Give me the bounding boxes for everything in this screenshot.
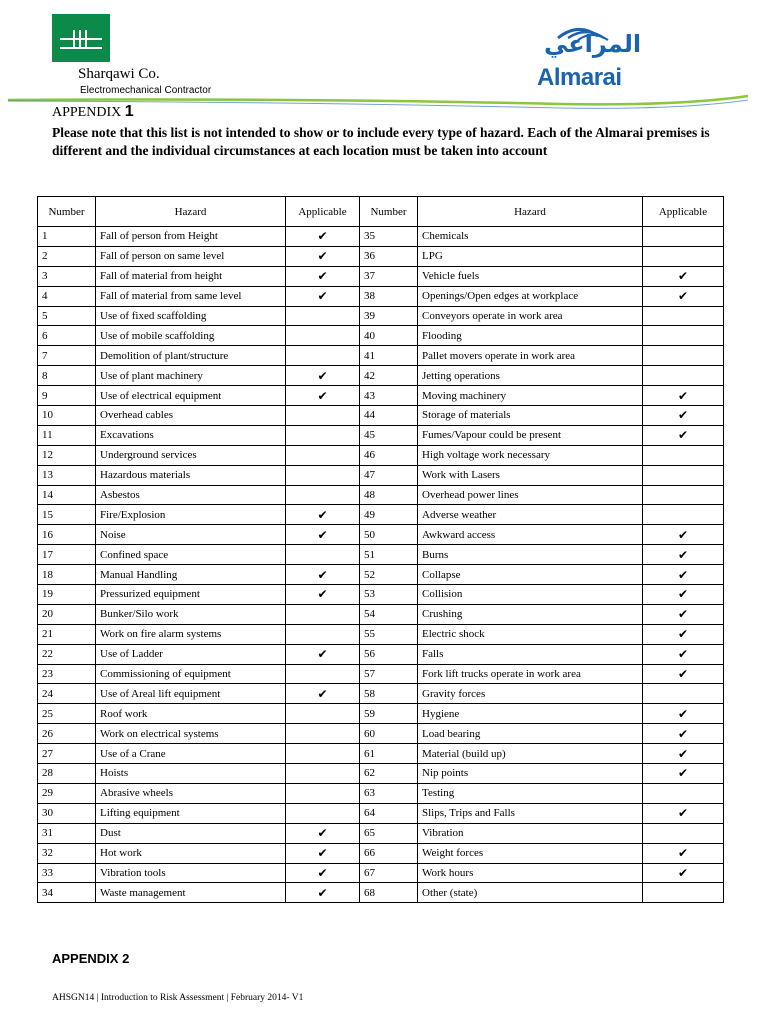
hazard-number: 15 bbox=[38, 505, 96, 525]
hazard-name: Fall of person from Height bbox=[96, 227, 286, 247]
hazard-name: Work on electrical systems bbox=[96, 724, 286, 744]
hazard-name: Fall of material from same level bbox=[96, 286, 286, 306]
hazard-name: Falls bbox=[418, 644, 643, 664]
hazard-name: Slips, Trips and Falls bbox=[418, 803, 643, 823]
hazard-name: Use of plant machinery bbox=[96, 366, 286, 386]
table-row bbox=[38, 585, 724, 605]
applicable-check: ✔ bbox=[643, 545, 724, 565]
hazard-name: Load bearing bbox=[418, 724, 643, 744]
appendix-1-number: 1 bbox=[124, 103, 134, 120]
hazard-number: 29 bbox=[38, 783, 96, 803]
hazard-name: Storage of materials bbox=[418, 406, 643, 426]
hazard-number: 57 bbox=[360, 664, 418, 684]
table-row bbox=[38, 644, 724, 664]
applicable-check bbox=[286, 803, 360, 823]
applicable-check: ✔ bbox=[643, 664, 724, 684]
applicable-check bbox=[286, 704, 360, 724]
hazard-number: 38 bbox=[360, 286, 418, 306]
hazard-name: Vibration tools bbox=[96, 863, 286, 883]
hazard-name: Crushing bbox=[418, 604, 643, 624]
hazard-name: Moving machinery bbox=[418, 386, 643, 406]
applicable-check: ✔ bbox=[643, 286, 724, 306]
table-row bbox=[38, 843, 724, 863]
applicable-check bbox=[643, 485, 724, 505]
hazard-number: 34 bbox=[38, 883, 96, 903]
applicable-check bbox=[286, 783, 360, 803]
hazard-name: Confined space bbox=[96, 545, 286, 565]
hazard-number: 11 bbox=[38, 425, 96, 445]
company-name: Sharqawi Co. bbox=[78, 66, 160, 82]
hazard-name: Collapse bbox=[418, 565, 643, 585]
hazard-number: 26 bbox=[38, 724, 96, 744]
hazard-number: 32 bbox=[38, 843, 96, 863]
hazard-name: Nip points bbox=[418, 764, 643, 784]
hazard-table-body bbox=[38, 227, 724, 903]
hazard-name: Fork lift trucks operate in work area bbox=[418, 664, 643, 684]
hazard-number: 59 bbox=[360, 704, 418, 724]
applicable-check bbox=[286, 624, 360, 644]
hazard-number: 39 bbox=[360, 306, 418, 326]
applicable-check: ✔ bbox=[286, 227, 360, 247]
hazard-number: 47 bbox=[360, 465, 418, 485]
table-row bbox=[38, 406, 724, 426]
col-header-applicable: Applicable bbox=[643, 197, 724, 227]
table-row bbox=[38, 664, 724, 684]
applicable-check bbox=[286, 485, 360, 505]
hazard-number: 48 bbox=[360, 485, 418, 505]
col-header-number: Number bbox=[360, 197, 418, 227]
appendix-2-heading: APPENDIX 2 bbox=[52, 951, 130, 966]
table-row bbox=[38, 246, 724, 266]
page-footer: AHSGN14 | Introduction to Risk Assessment | February 2014- V1 bbox=[52, 993, 304, 1003]
col-header-applicable: Applicable bbox=[286, 197, 360, 227]
applicable-check: ✔ bbox=[643, 266, 724, 286]
hazard-number: 64 bbox=[360, 803, 418, 823]
hazard-number: 7 bbox=[38, 346, 96, 366]
hazard-name: Hygiene bbox=[418, 704, 643, 724]
table-row bbox=[38, 425, 724, 445]
hazard-number: 33 bbox=[38, 863, 96, 883]
hazard-number: 13 bbox=[38, 465, 96, 485]
hazard-number: 28 bbox=[38, 764, 96, 784]
hazard-name: Commissioning of equipment bbox=[96, 664, 286, 684]
hazard-table bbox=[37, 196, 724, 903]
hazard-name: Use of a Crane bbox=[96, 744, 286, 764]
hazard-name: Fumes/Vapour could be present bbox=[418, 425, 643, 445]
applicable-check bbox=[643, 505, 724, 525]
applicable-check: ✔ bbox=[286, 286, 360, 306]
applicable-check bbox=[643, 883, 724, 903]
applicable-check bbox=[643, 783, 724, 803]
applicable-check: ✔ bbox=[643, 863, 724, 883]
applicable-check bbox=[643, 326, 724, 346]
hazard-name: Openings/Open edges at workplace bbox=[418, 286, 643, 306]
applicable-check bbox=[643, 366, 724, 386]
applicable-check: ✔ bbox=[286, 644, 360, 664]
hazard-number: 24 bbox=[38, 684, 96, 704]
sharqawi-logo bbox=[52, 14, 110, 62]
table-row bbox=[38, 823, 724, 843]
hazard-name: Burns bbox=[418, 545, 643, 565]
hazard-name: Use of mobile scaffolding bbox=[96, 326, 286, 346]
table-row bbox=[38, 465, 724, 485]
hazard-name: Demolition of plant/structure bbox=[96, 346, 286, 366]
hazard-number: 9 bbox=[38, 386, 96, 406]
hazard-name: Fall of material from height bbox=[96, 266, 286, 286]
hazard-name: Vehicle fuels bbox=[418, 266, 643, 286]
applicable-check: ✔ bbox=[286, 883, 360, 903]
hazard-name: Use of Areal lift equipment bbox=[96, 684, 286, 704]
hazard-name: High voltage work necessary bbox=[418, 445, 643, 465]
hazard-name: Waste management bbox=[96, 883, 286, 903]
hazard-name: Jetting operations bbox=[418, 366, 643, 386]
hazard-name: Weight forces bbox=[418, 843, 643, 863]
hazard-name: Abrasive wheels bbox=[96, 783, 286, 803]
hazard-name: Bunker/Silo work bbox=[96, 604, 286, 624]
table-row bbox=[38, 386, 724, 406]
appendix-1-heading bbox=[52, 103, 134, 121]
table-row bbox=[38, 545, 724, 565]
hazard-name: Testing bbox=[418, 783, 643, 803]
applicable-check: ✔ bbox=[643, 764, 724, 784]
applicable-check bbox=[643, 346, 724, 366]
applicable-check bbox=[643, 684, 724, 704]
applicable-check: ✔ bbox=[643, 565, 724, 585]
applicable-check bbox=[286, 545, 360, 565]
hazard-name: Underground services bbox=[96, 445, 286, 465]
hazard-name: Use of electrical equipment bbox=[96, 386, 286, 406]
applicable-check: ✔ bbox=[643, 386, 724, 406]
applicable-check bbox=[286, 346, 360, 366]
hazard-number: 30 bbox=[38, 803, 96, 823]
applicable-check bbox=[286, 465, 360, 485]
almarai-arabic-wordmark: المراعي bbox=[544, 30, 642, 58]
applicable-check bbox=[643, 227, 724, 247]
applicable-check bbox=[286, 326, 360, 346]
table-row bbox=[38, 346, 724, 366]
applicable-check bbox=[643, 306, 724, 326]
hazard-number: 19 bbox=[38, 585, 96, 605]
applicable-check: ✔ bbox=[286, 843, 360, 863]
table-row bbox=[38, 565, 724, 585]
table-row bbox=[38, 366, 724, 386]
applicable-check: ✔ bbox=[643, 744, 724, 764]
hazard-number: 17 bbox=[38, 545, 96, 565]
applicable-check bbox=[286, 306, 360, 326]
hazard-number: 12 bbox=[38, 445, 96, 465]
hazard-number: 68 bbox=[360, 883, 418, 903]
table-row bbox=[38, 764, 724, 784]
table-row bbox=[38, 744, 724, 764]
hazard-number: 62 bbox=[360, 764, 418, 784]
hazard-name: Adverse weather bbox=[418, 505, 643, 525]
hazard-name: Dust bbox=[96, 823, 286, 843]
hazard-number: 31 bbox=[38, 823, 96, 843]
table-row bbox=[38, 227, 724, 247]
hazard-name: Hazardous materials bbox=[96, 465, 286, 485]
hazard-name: LPG bbox=[418, 246, 643, 266]
appendix-1-note: Please note that this list is not intended to show or to include every type of hazard. Each of the Almarai premises is different and the individual circumstances at each location must be taken into account bbox=[52, 125, 710, 158]
applicable-check: ✔ bbox=[286, 266, 360, 286]
hazard-number: 23 bbox=[38, 664, 96, 684]
table-row bbox=[38, 863, 724, 883]
applicable-check: ✔ bbox=[643, 525, 724, 545]
applicable-check bbox=[643, 823, 724, 843]
hazard-number: 10 bbox=[38, 406, 96, 426]
hazard-name: Hot work bbox=[96, 843, 286, 863]
hazard-number: 1 bbox=[38, 227, 96, 247]
table-row bbox=[38, 803, 724, 823]
applicable-check: ✔ bbox=[643, 585, 724, 605]
hazard-name: Lifting equipment bbox=[96, 803, 286, 823]
hazard-number: 16 bbox=[38, 525, 96, 545]
applicable-check: ✔ bbox=[643, 624, 724, 644]
hazard-number: 35 bbox=[360, 227, 418, 247]
applicable-check: ✔ bbox=[643, 425, 724, 445]
hazard-name: Overhead cables bbox=[96, 406, 286, 426]
hazard-number: 8 bbox=[38, 366, 96, 386]
hazard-name: Pressurized equipment bbox=[96, 585, 286, 605]
col-header-number: Number bbox=[38, 197, 96, 227]
hazard-name: Vibration bbox=[418, 823, 643, 843]
hazard-name: Use of Ladder bbox=[96, 644, 286, 664]
hazard-number: 50 bbox=[360, 525, 418, 545]
hazard-number: 2 bbox=[38, 246, 96, 266]
table-row bbox=[38, 604, 724, 624]
appendix-1-label: APPENDIX bbox=[52, 105, 122, 120]
hazard-name: Asbestos bbox=[96, 485, 286, 505]
applicable-check: ✔ bbox=[286, 863, 360, 883]
applicable-check: ✔ bbox=[286, 684, 360, 704]
hazard-number: 4 bbox=[38, 286, 96, 306]
table-row bbox=[38, 306, 724, 326]
hazard-number: 53 bbox=[360, 585, 418, 605]
hazard-number: 3 bbox=[38, 266, 96, 286]
hazard-name: Use of fixed scaffolding bbox=[96, 306, 286, 326]
hazard-name: Flooding bbox=[418, 326, 643, 346]
hazard-number: 5 bbox=[38, 306, 96, 326]
hazard-name: Material (build up) bbox=[418, 744, 643, 764]
hazard-name: Manual Handling bbox=[96, 565, 286, 585]
applicable-check bbox=[286, 406, 360, 426]
table-row bbox=[38, 286, 724, 306]
applicable-check bbox=[286, 664, 360, 684]
hazard-number: 18 bbox=[38, 565, 96, 585]
table-header-row bbox=[38, 197, 724, 227]
applicable-check bbox=[643, 246, 724, 266]
hazard-number: 65 bbox=[360, 823, 418, 843]
hazard-name: Fire/Explosion bbox=[96, 505, 286, 525]
hazard-number: 54 bbox=[360, 604, 418, 624]
hazard-number: 58 bbox=[360, 684, 418, 704]
hazard-number: 49 bbox=[360, 505, 418, 525]
hazard-name: Roof work bbox=[96, 704, 286, 724]
table-row bbox=[38, 883, 724, 903]
applicable-check: ✔ bbox=[643, 843, 724, 863]
hazard-number: 37 bbox=[360, 266, 418, 286]
hazard-name: Hoists bbox=[96, 764, 286, 784]
hazard-number: 42 bbox=[360, 366, 418, 386]
applicable-check: ✔ bbox=[643, 724, 724, 744]
hazard-number: 55 bbox=[360, 624, 418, 644]
company-subtitle: Electromechanical Contractor bbox=[80, 85, 212, 96]
hazard-number: 6 bbox=[38, 326, 96, 346]
table-row bbox=[38, 624, 724, 644]
hazard-name: Chemicals bbox=[418, 227, 643, 247]
table-row bbox=[38, 266, 724, 286]
hazard-name: Gravity forces bbox=[418, 684, 643, 704]
hazard-name: Awkward access bbox=[418, 525, 643, 545]
hazard-name: Pallet movers operate in work area bbox=[418, 346, 643, 366]
table-row bbox=[38, 783, 724, 803]
table-row bbox=[38, 326, 724, 346]
hazard-number: 21 bbox=[38, 624, 96, 644]
applicable-check bbox=[643, 465, 724, 485]
applicable-check: ✔ bbox=[286, 525, 360, 545]
hazard-name: Noise bbox=[96, 525, 286, 545]
hazard-number: 56 bbox=[360, 644, 418, 664]
hazard-number: 46 bbox=[360, 445, 418, 465]
table-row bbox=[38, 724, 724, 744]
hazard-number: 22 bbox=[38, 644, 96, 664]
col-header-hazard: Hazard bbox=[418, 197, 643, 227]
table-row bbox=[38, 445, 724, 465]
table-row bbox=[38, 525, 724, 545]
hazard-number: 27 bbox=[38, 744, 96, 764]
hazard-number: 66 bbox=[360, 843, 418, 863]
applicable-check: ✔ bbox=[643, 803, 724, 823]
applicable-check bbox=[286, 764, 360, 784]
hazard-number: 60 bbox=[360, 724, 418, 744]
hazard-number: 25 bbox=[38, 704, 96, 724]
hazard-number: 63 bbox=[360, 783, 418, 803]
hazard-number: 36 bbox=[360, 246, 418, 266]
hazard-name: Work hours bbox=[418, 863, 643, 883]
applicable-check: ✔ bbox=[643, 406, 724, 426]
hazard-name: Work on fire alarm systems bbox=[96, 624, 286, 644]
applicable-check: ✔ bbox=[643, 644, 724, 664]
hazard-name: Other (state) bbox=[418, 883, 643, 903]
applicable-check: ✔ bbox=[286, 565, 360, 585]
almarai-wordmark: Almarai bbox=[537, 64, 622, 91]
applicable-check: ✔ bbox=[286, 823, 360, 843]
applicable-check: ✔ bbox=[286, 505, 360, 525]
applicable-check: ✔ bbox=[286, 366, 360, 386]
applicable-check bbox=[286, 425, 360, 445]
hazard-number: 40 bbox=[360, 326, 418, 346]
table-row bbox=[38, 485, 724, 505]
applicable-check bbox=[643, 445, 724, 465]
hazard-number: 51 bbox=[360, 545, 418, 565]
hazard-name: Electric shock bbox=[418, 624, 643, 644]
applicable-check bbox=[286, 604, 360, 624]
hazard-number: 14 bbox=[38, 485, 96, 505]
applicable-check: ✔ bbox=[286, 386, 360, 406]
hazard-number: 61 bbox=[360, 744, 418, 764]
hazard-name: Excavations bbox=[96, 425, 286, 445]
applicable-check: ✔ bbox=[643, 604, 724, 624]
applicable-check: ✔ bbox=[643, 704, 724, 724]
hazard-number: 45 bbox=[360, 425, 418, 445]
table-row bbox=[38, 684, 724, 704]
applicable-check: ✔ bbox=[286, 246, 360, 266]
applicable-check bbox=[286, 445, 360, 465]
hazard-number: 20 bbox=[38, 604, 96, 624]
hazard-number: 43 bbox=[360, 386, 418, 406]
applicable-check bbox=[286, 744, 360, 764]
table-row bbox=[38, 704, 724, 724]
col-header-hazard: Hazard bbox=[96, 197, 286, 227]
hazard-number: 41 bbox=[360, 346, 418, 366]
hazard-number: 52 bbox=[360, 565, 418, 585]
hazard-name: Work with Lasers bbox=[418, 465, 643, 485]
hazard-number: 44 bbox=[360, 406, 418, 426]
applicable-check bbox=[286, 724, 360, 744]
hazard-name: Overhead power lines bbox=[418, 485, 643, 505]
hazard-name: Conveyors operate in work area bbox=[418, 306, 643, 326]
hazard-number: 67 bbox=[360, 863, 418, 883]
table-row bbox=[38, 505, 724, 525]
hazard-name: Collision bbox=[418, 585, 643, 605]
applicable-check: ✔ bbox=[286, 585, 360, 605]
hazard-name: Fall of person on same level bbox=[96, 246, 286, 266]
